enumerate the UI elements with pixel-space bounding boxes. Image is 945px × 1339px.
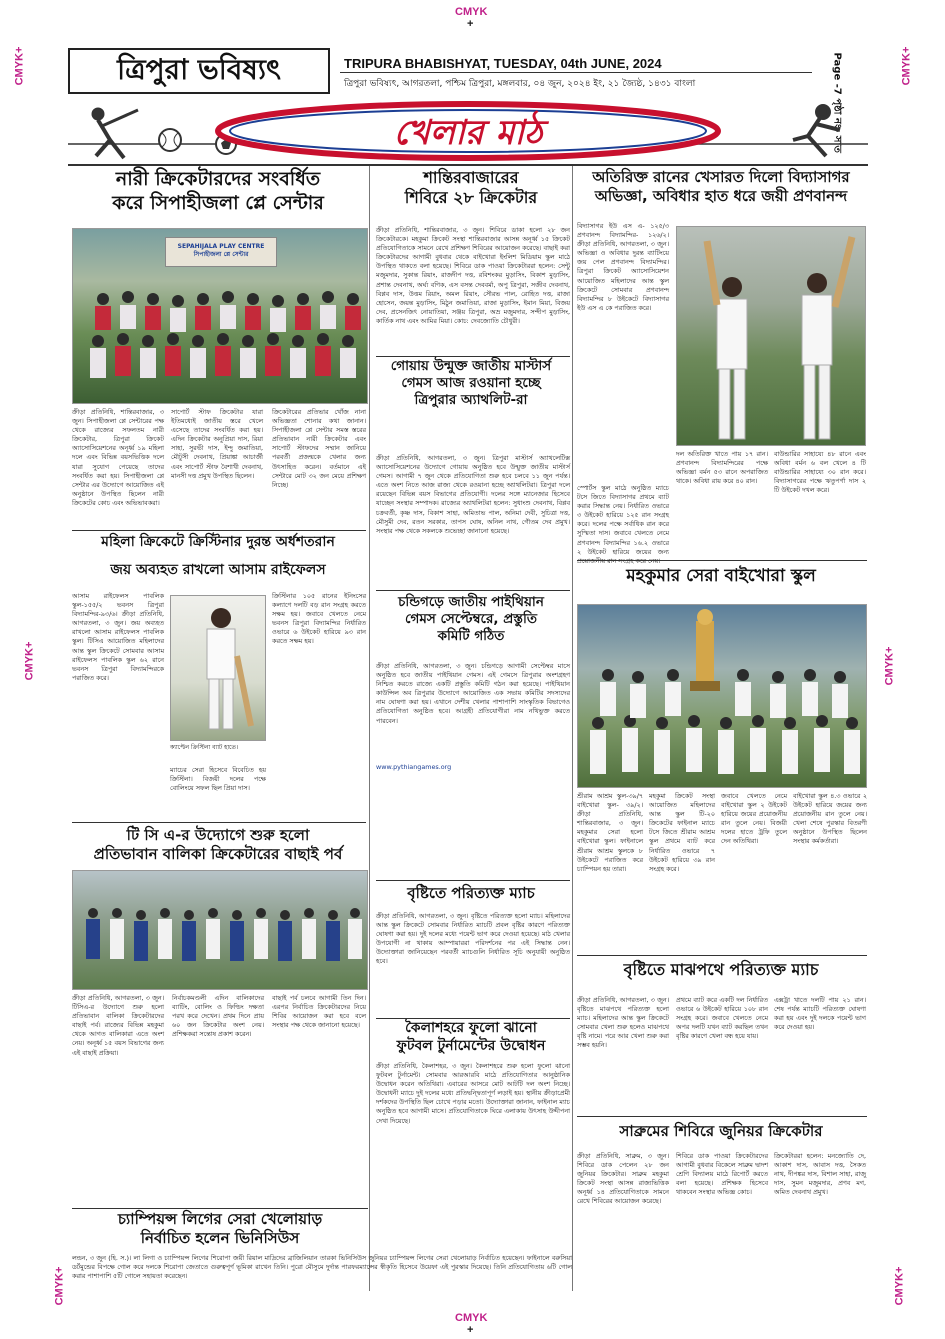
masthead-title: ত্রিপুরা ভবিষ্যৎ <box>68 48 330 94</box>
a4-top-rule <box>376 356 570 357</box>
a1-column-2: সাপোর্ট স্টাফ ক্রিকেটার যারা ইতিমধ্যেই জাতীয় স্তরে খেলে এসেছে তাদের সংবর্ধিত করা হয়। এদিন ক্রিকেটার অনুপ্রিয়া দাস, রিয়া সাহা, সুরভী দাস, ইন্দু জমাতিয়া, মৌটুসী দেবনাথ, প্রিয়াঙ্কা আচার্জী এবং সাপোর্ট স্টাফ বৈশাখী দেবনাথ, মানসী দত্ত প্রমুখ উপস্থিত ছিলেন। <box>171 408 263 480</box>
a5-top-rule <box>376 590 570 591</box>
banner-underline <box>68 164 868 166</box>
a7-photo <box>72 870 368 990</box>
a11-top-rule <box>577 955 867 956</box>
a8-headline: মহকুমার সেরা বাইখোরা স্কুল <box>626 566 816 586</box>
a8-column-2: মহকুমা ক্রিকেট সংস্থা আয়োজিত মহিলাদের আন্ত স্কুল টি-২০ ক্রিকেটের ফাইনাল ম্যাচে টসে জিতে শ্রীরাম আশ্রম স্কুল প্রথমে ব্যাট করে নির্ধারিত ওভারে ৭ উইকেট হারিয়ে ৩৯ রান সংগ্রহ করে। <box>649 792 715 873</box>
a3-column-4: বাউন্ডারির সাহায্যে ৪৮ রানে এবং অবিধা বর্মন ৬ বল খেলে ৪ টি বাউন্ডারির সাহায্যে ৩০ রান করে। বিদ্যাসাগরের পক্ষে ঋতুপর্ণা দাস ২ টি উইকেট দখল করে। <box>774 450 866 495</box>
a8-column-4: বাইখোরা স্কুল ৪.৩ ওভারে ২ উইকেট হারিয়ে জয়ের জন্য প্রয়োজনীয় রান তুলে নেয়। খেলা শেষে পুরস্কার বিতরণী অনুষ্ঠানে উপস্থিত ছিলেন সংস্থার কর্মকর্তারা। <box>793 792 867 846</box>
a12-headline: চ্যাম্পিয়ন্স লিগের সেরা খেলোয়াড় নির্বাচিত হলেন ভিনিসিউস <box>117 1210 323 1247</box>
a6-column-3: ক্রিস্টিনার ১০৫ রানের ইনিংসের কল্যাণে দলটি বড় রান সংগ্রহ করতে সক্ষম হয়। জবাবে খেলতে নেমে ভবনস ত্রিপুরা বিদ্যামন্দির নির্ধারিত ওভারে ৬ উইকেট হারিয়ে ৯৩ রান করতে সক্ষম হয়। <box>272 592 366 646</box>
a6-batter-figure <box>171 596 267 742</box>
a7-column-3: বাছাই পর্ব চলবে আগামী তিন দিন। এরপর নির্বাচিত ক্রিকেটারদের নিয়ে শিবির আয়োজন করা হবে বলে সংস্থার পক্ষ থেকে জানানো হয়েছে। <box>272 994 366 1030</box>
masthead-divider <box>340 72 812 73</box>
a7-column-1: ক্রীড়া প্রতিনিধি, আগরতলা, ৩ জুন। টিসিএ-র উদ্যোগে শুরু হলো প্রতিভাবান বালিকা ক্রিকেটারদের বাছাই পর্ব। রাজ্যের বিভিন্ন মহকুমা থেকে আগত বালিকারা এতে অংশ নেয়। অনূর্ধ্ব ১৫ বয়স বিভাগের জন্য এই বাছাই প্রক্রিয়া। <box>72 994 164 1057</box>
a13-top-rule <box>577 1116 867 1117</box>
a6-caption: ক্যাপ্টেন ক্রিস্টিনা ব্যাট হাতে। <box>170 744 239 751</box>
a5-body: ক্রীড়া প্রতিনিধি, আগরতলা, ৩ জুন। চন্ডিগড়ে আগামী সেপ্টেম্বর মাসে অনুষ্ঠিত হবে জাতীয় পাইথিয়ান গেমস। এই গেমসে ত্রিপুরার অংশগ্রহণ নিশ্চিত করতে রাজ্যে একটি প্রস্তুতি কমিটি গঠন করা হয়েছে। পাইথিয়ান কাউন্সিল অব ত্রিপুরার উদ্যোগে আয়োজিত এক সভায় কমিটির সদস্যদের নাম ঘোষণা করা হয়। এখানে দেশীয় খেলার পাশাপাশি সাংস্কৃতিক বিভাগেও প্রতিযোগিতা অনুষ্ঠিত হবে। আগ্রহী প্রতিযোগীরা নাম নথিভুক্ত করতে পারবেন। <box>376 662 570 725</box>
a12-top-rule <box>72 1208 368 1209</box>
a2-headline: শান্তিরবাজারের শিবিরে ২৮ ক্রিকেটার <box>404 168 538 207</box>
a3-column-3: দল অতিরিক্ত খাতে পায় ১৭ রান। প্রণবানন্দ বিদ্যামন্দিরের পক্ষে অভিজ্ঞা বর্মন ৫৩ রানে অপরাজিত থাকে। অবিধা রায় করে ৪০ রান। <box>676 450 768 486</box>
a11-column-3: এক্সট্রা খাতে দলটি পায় ২১ রান। শেষ পর্যন্ত ম্যাচটি পরিত্যক্ত ঘোষণা করা হয় এবং দুই দলকে পয়েন্ট ভাগ করে দেওয়া হয়। <box>774 996 866 1032</box>
a10-top-rule <box>376 1018 570 1019</box>
a4-headline: গোয়ায় উন্মুক্ত জাতীয় মাস্টার্স গেমস আজ রওয়ানা হচ্ছে ত্রিপুরার অ্যাথলিট-রা <box>390 358 552 408</box>
a6-column-1: আসাম রাইফেলস পাবলিক স্কুল-১৫৫/২ ভবনস ত্রিপুরা বিদ্যামন্দির-৯৩/৬। ক্রীড়া প্রতিনিধি, আগরতলা, ৩ জুন। জয় অব্যহত রাখলো আসাম রাইফেলস পাবলিক স্কুল। টিসিএ আয়োজিত মহিলাদের আন্ত স্কুল ক্রিকেটে সোমবার আসাম রাইফেলস পাবলিক স্কুল ৬২ রানে ভবনস ত্রিপুরা বিদ্যামন্দিরকে পরাজিত করে। <box>72 592 164 682</box>
a4-body: ক্রীড়া প্রতিনিধি, আগরতলা, ৩ জুন। ত্রিপুরা মাস্টার্স অ্যাথলেটিক্স অ্যাসোসিয়েশনের উদ্যোগে গোয়ায় অনুষ্ঠিত হবে উন্মুক্ত জাতীয় মাস্টার্স গেমস। আগামী ৭ জুন থেকে প্রতিযোগিতা শুরু হবে চলবে ১১ জুন পর্যন্ত। এতে অংশ নিতে আজ রাজ্য থেকে রওয়ানা হচ্ছে অ্যাথলিটরা। ত্রিপুরা দলে রয়েছেন বিভিন্ন বয়স বিভাগের প্রতিযোগী। দলের সঙ্গে ম্যানেজার হিসেবে যাচ্ছেন সংস্থার সম্পাদক। রাজ্যের অ্যাথলিটরা হলেন: সুধাংশু দেবনাথ, বিপ্লব চক্রবর্তী, কৃষ্ণ দাস, বিকাশ সাহা, অমিতাভ পাল, অনিমা দেবী, সুচিত্রা দত্ত, মৌসুমী দেব, রতন সরকার, তাপস ঘোষ, অনিল নাথ, গৌতম দেব প্রমুখ। সংস্থার পক্ষ থেকে সকলকে শুভেচ্ছা জানানো হয়েছে। <box>376 454 570 535</box>
a11-column-1: ক্রীড়া প্রতিনিধি, আগরতলা, ৩ জুন। বৃষ্টিতে মাঝপথে পরিত্যক্ত হলো ম্যাচ। মহিলাদের আন্ত স্কুল ক্রিকেটে সোমবার খেলা শুরু হলেও মাঝপথে বৃষ্টি নামে। পরে আর খেলা শুরু করা সম্ভব হয়নি। <box>577 996 669 1050</box>
a6-headline-2: জয় অব্যহত রাখলো আসাম রাইফেলস <box>110 562 326 578</box>
a9-top-rule <box>376 880 570 881</box>
a3-column-2: স্পোর্টস স্কুল মাঠে অনুষ্ঠিত ম্যাচে টসে জিতে বিদ্যাসাগর প্রথমে ব্যাট করার সিদ্ধান্ত নেয়। নির্ধারিত ওভারে ৩ উইকেট হারিয়ে ১২৫ রান সংগ্রহ করে। দলের পক্ষে সর্বাধিক রান করে সুস্মিতা দাস। জবাবে খেলতে নেমে প্রণবানন্দ বিদ্যামন্দির ১৬.২ ওভারে ২ উইকেট হারিয়ে জয়ের জন্য <box>577 484 669 556</box>
a1-banner-sign: SEPAHIJALA PLAY CENTRE সিপাহীজলা প্লে সেন্টার <box>165 237 277 267</box>
a8-column-1: শ্রীরাম আশ্রম স্কুল-৩৯/৭ বাইখোরা স্কুল- ৩৯/২। ক্রীড়া প্রতিনিধি, শান্তিরবাজার, ৩ জুন। মহকুমার সেরা হলো বাইখোরা স্কুল। ফাইনালে শ্রীরাম আশ্রম স্কুলকে ৮ উইকেটে পরাজিত করে চ্যাম্পিয়ন হয় তারা। <box>577 792 643 873</box>
a7-column-2: নির্বাচকমণ্ডলী এদিন বালিকাদের ব্যাটিং, বোলিং ও ফিল্ডিং দক্ষতা পরখ করে দেখেন। প্রথম দিনে প্রায় ৬০ জন ক্রিকেটার অংশ নেয়। প্রশিক্ষকরা সন্তোষ প্রকাশ করেন। <box>172 994 264 1039</box>
a2-body: ক্রীড়া প্রতিনিধি, শান্তিরবাজার, ৩ জুন। শিবিরে ডাকা হলো ২৮ জন ক্রিকেটারকে। মহকুমা ক্রিকেট সংস্থা শান্তিরবাজার আসন্ন অনূর্ধ্ব ১৫ ক্রিকেট প্রতিযোগিতাকে সামনে রেখে প্রশিক্ষণ শিবিরের আয়োজন করেছে। বাছাই করা ক্রিকেটারদের আগামী বুধবার থেকে বাইখোরা ইংলিশ মিডিয়াম স্কুল মাঠে উপস্থিত থাকতে বলা হয়েছে। শিবিরে ডাক পাওয়া ক্রিকেটাররা হলেন: সেন্টু মজুমদার, সুকান্ত রিয়াং, রাজদীপ দত্ত, রবিশংকর মুড়াসিং, বিকাশ মুড়াসিং, প্রশান্ত দেবনাথ, অর্ঘ্য বণিক, এস বসন্ত দেববর্মা, অপু ত্রিপুরা, সজীব দেবনাথ, বিপ্লব দাস, উত্তম রিয়াং, অমল রিয়াং, সৌরভ পাল, রোহিত দত্ত, রাজা হোসেন, জয়ন্ত মুড়াসিং, মিঠুন জমাতিয়া, রাজা মুড়াসিং, ইমান মিয়া, বিজয় দেব, প্রসেনজিৎ নোয়াতিয়া, সঞ্জয় ত্রিপুরা, অভ্র মজুমদার, সন্দীপ মুড়াসিং, কার্তিক নাথ এবং আমির মিয়া। কোচ: দেবজ্যোতি চৌধুরী। <box>376 226 570 325</box>
a9-body: ক্রীড়া প্রতিনিধি, আগরতলা, ৩ জুন। বৃষ্টিতে পরিত্যক্ত হলো ম্যাচ। মহিলাদের আন্ত স্কুল ক্রিকেটে সোমবার নির্ধারিত ম্যাচটি প্রবল বৃষ্টির কারণে পরিত্যক্ত ঘোষণা করা হয়। দুই দলের মধ্যে পয়েন্ট ভাগ করে দেওয়া হয়েছে। মাঠ খেলার উপযোগী না থাকায় আম্পায়াররা পরিদর্শনের পর এই সিদ্ধান্ত নেন। উদ্যোক্তারা জানিয়েছেন পরবর্তী ম্যাচগুলি নির্ধারিত সূচি অনুযায়ী অনুষ্ঠিত হবে। <box>376 912 570 966</box>
a1-group-figures <box>73 229 369 405</box>
a7-players-figures <box>73 871 369 991</box>
a1-column-1: ক্রীড়া প্রতিনিধি, শান্তিরবাজার, ৩ জুন। সিপাহীজলা প্লে সেন্টারের পক্ষ থেকে রাজ্যের সফলতম নারী ক্রিকেটার, ত্রিপুরা ক্রিকেট অ্যাসোসিয়েশনের অনূর্ধ্ব ১৯ মহিলা দলে এবং বিভিন্ন বয়সভিত্তিক দলে যারা সুযোগ পেয়েছে তাদের সংবর্ধিত করা হয়। সিপাহীজলা প্লে সেন্টার এর উদ্যোগে আয়োজিত এই অনুষ্ঠানে উপস্থিত ছিলেন নারী ক্রিকেটের কোচ এবং অভিভাবকরা। <box>72 408 164 507</box>
a6-photo <box>170 595 266 741</box>
a11-column-2: প্রথমে ব্যাট করে একটি দল নির্ধারিত ওভারে ৬ উইকেট হারিয়ে ১০৮ রান সংগ্রহ করে। জবাবে খেলতে নেমে অপর দলটি যখন ব্যাট করছিল তখন বৃষ্টির কারণে খেলা বন্ধ হয়ে যায়। <box>676 996 768 1041</box>
a13-headline: সাব্রুমের শিবিরে জুনিয়র ক্রিকেটার <box>619 1122 823 1140</box>
masthead-dateline: ত্রিপুরা ভবিষ্যৎ, আগরতলা, পশ্চিম ত্রিপুরা, মঙ্গলবার, ০৪ জুন, ২০২৪ ইং, ২১ জ্যৈষ্ঠ, ১৪৩১ বাংলা <box>344 79 696 89</box>
a12-body: লন্ডন, ৩ জুন (হি. স.)। লা লিগা ও চ্যাম্পিয়ন্স লিগের শিরোপা জয়ী রিয়াল মাদ্রিদের ব্রাজিলিয়ান তারকা ভিনিসিউস জুনিয়র চ্যাম্পিয়ন্স লিগের সেরা খেলোয়াড় নির্বাচিত হয়েছেন। ফাইনালে বরুসিয়া ডর্টমুন্ডের বিপক্ষে গোল করে দলকে শিরোপা জেতাতে গুরুত্বপূর্ণ ভূমিকা রাখেন তিনি। পুরো মৌসুমে দুর্দান্ত পারফরম্যান্সের স্বীকৃতি হিসেবে উয়েফা এই পুরস্কার দিয়েছে। তিনি প্রতিযোগিতায় ৬টি গোল করার পাশাপাশি ৫টি গোলে সহায়তা করেছেন। <box>72 1254 572 1281</box>
right-cmyk-mark-mid: CMYK+ <box>883 646 896 686</box>
left-cmyk-mark-mid: CMYK+ <box>23 641 36 681</box>
a3-batter-figures <box>677 227 867 447</box>
banner-text: খেলার মাঠ <box>393 113 543 153</box>
a6-headline-1: মহিলা ক্রিকেটে ক্রিস্টিনার দুরন্ত অর্ধশতরান <box>101 534 335 550</box>
a8-top-rule <box>577 560 867 561</box>
a8-column-3: জবাবে খেলতে নেমে বাইখোরা স্কুল ২ উইকেট হারিয়ে জয়ের প্রয়োজনীয় রান তুলে নেয়। বিজয়ী দলের হাতে ট্রফি তুলে দেন অতিথিরা। <box>721 792 787 846</box>
a6-top-rule <box>72 530 366 531</box>
cricketer-silhouette-icon <box>92 108 138 158</box>
a13-column-2: শিবিরে ডাক পাওয়া ক্রিকেটারদের আগামী বুধবার বিকেলে সাব্রুম দ্বাদশ শ্রেণি বিদ্যালয় মাঠে রিপোর্ট করতে বলা হয়েছে। প্রশিক্ষক হিসেবে থাকবেন সংস্থার অভিজ্ঞ কোচ। <box>676 1152 768 1197</box>
runner-silhouette-icon <box>793 106 840 156</box>
right-cmyk-mark-top: CMYK+ <box>900 46 913 86</box>
a3-photo <box>676 226 866 446</box>
ball-icon <box>159 129 181 151</box>
masthead-english-line: TRIPURA BHABISHYAT, TUESDAY, 04th JUNE, 2024 <box>344 56 662 71</box>
a5-headline: চন্ডিগড়ে জাতীয় পাইথিয়ান গেমস সেপ্টেম্বরে, প্রস্তুতি কমিটি গঠিত <box>398 594 544 644</box>
a6-column-2b: ম্যাচের সেরা হিসেবে বিবেচিত হয় ক্রিস্টিনা। বিজয়ী দলের পক্ষে বোলিংয়ে সফল ছিল প্রিয়া দাস। <box>170 766 266 793</box>
top-cmyk-mark: CMYK + <box>455 6 488 30</box>
page-number: Page -7 পৃষ্ঠা নং- সাত <box>831 52 843 153</box>
a7-headline: টি সি এ-র উদ্যোগে শুরু হলো প্রতিভাবান বালিকা ক্রিকেটারের বাছাই পর্ব <box>93 826 343 863</box>
a10-headline: কৈলাশহরে ফুলো ঝানো ফুটবল টুর্নামেন্টের উদ্বোধন <box>396 1020 546 1054</box>
a3-column-1: বিদ্যাসাগর ইউ এস এ- ১২৫/৩ প্রণবানন্দ বিদ্যামন্দির- ১২৬/২। ক্রীড়া প্রতিনিধি, আগরতলা, ৩ জুন। অভিজ্ঞা ও অবিধার দুরন্ত ব্যাটিংয়ে জয় পেল প্রণবানন্দ বিদ্যামন্দির। ত্রিপুরা ক্রিকেট অ্যাসোসিয়েশন আয়োজিত মহিলাদের আন্ত স্কুল ক্রিকেটে সোমবার প্রণবানন্দ বিদ্যামন্দির ৮ উইকেটে বিদ্যাসাগর ইউ এস এ কে পরাজিত করে। <box>577 222 669 312</box>
left-cmyk-mark-bottom: CMYK+ <box>53 1266 66 1306</box>
a3-headline: অতিরিক্ত রানের খেসারত দিলো বিদ্যাসাগর অভিজ্ঞা, অবিধার হাত ধরে জয়ী প্রণবানন্দ <box>592 168 850 205</box>
a11-headline: বৃষ্টিতে মাঝপথে পরিত্যক্ত ম্যাচ <box>623 960 819 979</box>
a9-headline: বৃষ্টিতে পরিত্যক্ত ম্যাচ <box>407 884 535 902</box>
trophy-icon <box>690 609 720 691</box>
a1-headline: নারী ক্রিকেটারদের সংবর্ধিত করে সিপাহীজলা প্লে সেন্টার <box>112 168 324 214</box>
a8-team-figures <box>578 605 868 789</box>
a1-photo <box>72 228 368 404</box>
left-cmyk-mark-top: CMYK+ <box>13 46 26 86</box>
section-banner <box>68 100 868 162</box>
bottom-cmyk-mark: CMYK + <box>455 1312 488 1336</box>
banner-graphic <box>68 100 868 162</box>
a10-body: ক্রীড়া প্রতিনিধি, কৈলাশহর, ৩ জুন। কৈলাশহরে শুরু হলো ফুলো ঝানো ফুটবল টুর্নামেন্ট। সোমবার আরআরবি মাঠে প্রতিযোগিতার আনুষ্ঠানিক উদ্বোধন করেন অতিথিরা। এবারের আসরে মোট আটটি দল অংশ নিচ্ছে। উদ্বোধনী ম্যাচে দুই দলের মধ্যে প্রতিদ্বন্দ্বিতাপূর্ণ লড়াই হয়। স্থানীয় ক্রীড়াপ্রেমী দর্শকদের উপস্থিতি ছিল চোখে পড়ার মতো। উদ্যোক্তারা জানান, ফাইনাল ম্যাচ অনুষ্ঠিত হবে আগামী মাসে। প্রতিযোগিতাকে ঘিরে এলাকায় উৎসাহ উদ্দীপনা দেখা দিয়েছে। <box>376 1062 570 1125</box>
a7-top-rule <box>72 822 366 823</box>
a13-column-1: ক্রীড়া প্রতিনিধি, সাব্রুম, ৩ জুন। শিবিরে ডাক পেলেন ২৮ জন জুনিয়র ক্রিকেটার। সাব্রুম মহকুমা ক্রিকেট সংস্থা আসন্ন রাজ্যভিত্তিক অনূর্ধ্ব ১৪ প্রতিযোগিতাকে সামনে রেখে শিবিরের আয়োজন করেছে। <box>577 1152 669 1206</box>
a8-photo <box>577 604 867 788</box>
a5-link[interactable]: www.pythiangames.org <box>376 763 452 771</box>
a13-column-3: ক্রিকেটাররা হলেন: মনজ্যোতি দে, আকাশ দাস, আবাস দত্ত, সৈকত নাথ, দীপঙ্কর দাস, বিশাল সাহা, রাজু দাস, সুমন মজুমদার, প্রণব মগ, অমিত দেবনাথ প্রমুখ। <box>774 1152 866 1197</box>
a1-column-3: ক্রিকেটারের প্রতিভার খোঁজ নানা অভিজ্ঞতা শোনার কথা জানান। সিপাহীজলা প্লে সেন্টার সমস্ত স্তরের প্রতিভাবান নারী ক্রিকেটার এবং সাপোর্ট স্টাফদের সম্মান জানিয়ে পরবর্তী প্রজন্মকে খেলার জন্য উৎসাহিত করেন। বর্তমানে এই সেন্টারে মোট ৩২ জন মেয়ে প্রশিক্ষণ নিচ্ছে। <box>272 408 366 489</box>
column-rule-2 <box>572 166 573 1291</box>
column-rule-1 <box>369 166 370 1291</box>
right-cmyk-mark-bottom: CMYK+ <box>893 1266 906 1306</box>
